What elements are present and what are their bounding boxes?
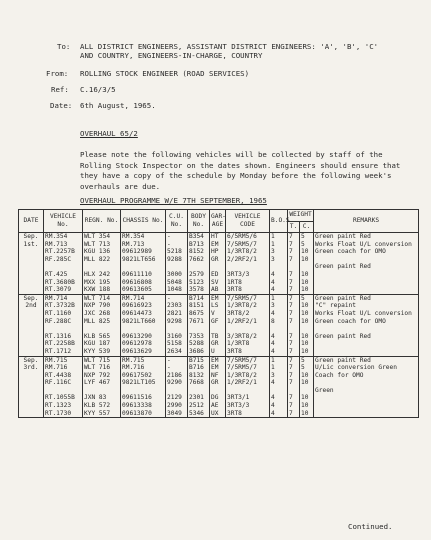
t-value: 7 [289,302,293,310]
date-label: Date: [50,101,73,110]
regn-value: MXX 195 [84,278,111,286]
garage-value: UX [211,409,219,417]
chassis-value: RM.354 [122,233,145,240]
cu-value: 3049 [167,409,182,417]
b-value: 3 [271,371,275,379]
chassis-value: 09612978 [122,340,152,348]
table-body [19,233,419,418]
remarks-value: Green paint Red [315,294,371,302]
c-value: 10 [301,270,309,278]
c-value: 10 [301,302,309,310]
regn-value: WLT 354 [84,233,111,240]
chassis-value: 09611516 [122,394,152,402]
cell-vehicle [44,233,83,295]
cu-value: 5158 [167,340,182,348]
garage-value: EM [211,240,219,248]
cell-cu [166,233,188,295]
cu-value: - [167,233,171,240]
t-value: 7 [289,356,293,364]
body-value: 3578 [189,286,204,294]
cell-garage [210,294,226,356]
b-value: 4 [271,394,275,402]
vehicle-value: RT.2258B [45,340,75,348]
col-date: DATE [19,210,44,233]
col-regn: REGN. No. [83,210,121,233]
code-value: 3RT3/1 [227,394,250,402]
date-value: 6th August, 1965. [80,101,156,110]
regn-value: KGU 136 [84,248,111,256]
cell-code [226,294,270,356]
chassis-value: 9821LT656 [122,255,156,263]
garage-value: HT [211,233,219,240]
code-value: 1/3RT8/2 [227,371,257,379]
regn-value: WLT 713 [84,240,111,248]
cell-c [300,356,314,418]
c-value: 10 [301,317,309,325]
code-value: 3/3RT8/2 [227,332,257,340]
chassis-value: 09613605 [122,286,152,294]
vehicle-value: RM.354 [45,233,68,240]
c-value: 10 [301,409,309,417]
b-value: 4 [271,379,275,387]
garage-value: AE [211,402,219,410]
chassis-value: RM.714 [122,294,145,302]
b-value: 8 [271,317,275,325]
garage-value: NF [211,371,219,379]
vehicle-value: RF.116C [45,379,72,387]
vehicle-value: RM.714 [45,294,68,302]
col-bos: B.O.S [270,210,288,233]
body-value: B714 [189,294,204,302]
garage-value: ED [211,270,219,278]
chassis-value: 09611110 [122,270,152,278]
body-value: B354 [189,233,204,240]
vehicle-value: RM.716 [45,364,68,372]
code-value: 2/2RF2/1 [227,255,257,263]
c-value: 10 [301,248,309,256]
garage-value: EM [211,364,219,372]
col-body: BODY No. [188,210,210,233]
code-value: 1/2RF2/1 [227,317,257,325]
body-value: 7662 [189,255,204,263]
vehicle-value: RT.2257B [45,248,75,256]
cell-garage [210,356,226,418]
from-label: From: [46,69,69,78]
body-value: 5123 [189,278,204,286]
c-value: 10 [301,394,309,402]
vehicle-value: RT.1316 [45,332,72,340]
code-value: 7/5RM5/7 [227,294,257,302]
b-value: 1 [271,233,275,240]
c-value: 5 [301,233,305,240]
code-value: 3RT8 [227,286,242,294]
code-value: 1/3RT8 [227,340,250,348]
garage-value: GR [211,255,219,263]
b-value: 4 [271,409,275,417]
vehicle-value: RF.288C [45,317,72,325]
cu-value: - [167,364,171,372]
vehicle-value: RT.3680B [45,278,75,286]
cu-value: 2634 [167,347,182,355]
body-value: 8675 [189,309,204,317]
chassis-value: RM.716 [122,364,145,372]
cell-chassis [121,294,166,356]
body-value: 2301 [189,394,204,402]
body-value: 7671 [189,317,204,325]
regn-value: KYY 557 [84,409,111,417]
t-value: 7 [289,294,293,302]
remarks-value: Green paint Red [315,263,371,271]
cu-value: 9298 [167,317,182,325]
col-weight: WEIGHT [288,210,314,222]
cu-value: - [167,356,171,364]
chassis-value: 09613629 [122,347,152,355]
remarks-value: Works Float U/L conversion Green coach for OMO [315,309,412,325]
garage-value: DG [211,394,219,402]
cell-regn [83,294,121,356]
col-weight-t: T. [288,221,300,233]
cu-value: 5218 [167,248,182,256]
t-value: 7 [289,278,293,286]
cell-body [188,294,210,356]
regn-value: JXC 268 [84,309,111,317]
continued-note: Continued. [348,522,393,531]
c-value: 10 [301,255,309,263]
chassis-value: 09613338 [122,402,152,410]
table-row [19,356,419,418]
c-value: 10 [301,340,309,348]
t-value: 7 [289,240,293,248]
body-value: B713 [189,240,204,248]
garage-value: GF [211,317,219,325]
cell-cu [166,294,188,356]
cell-t [288,233,300,295]
body-value: 8132 [189,371,204,379]
col-remarks: REMARKS [314,210,419,233]
vehicle-value: RT.3732B [45,302,75,310]
remarks-value: Works Float U/L conversion Green coach for OMO [315,240,412,256]
vehicle-value: RT.1055B [45,394,75,402]
t-value: 7 [289,332,293,340]
t-value: 7 [289,270,293,278]
chassis-value: 09613870 [122,409,152,417]
table-row [19,233,419,295]
garage-value: LS [211,302,219,310]
cu-value: 2129 [167,394,182,402]
code-value: 3RT3/3 [227,402,250,410]
body-value: 5288 [189,340,204,348]
cell-chassis [121,356,166,418]
t-value: 7 [289,409,293,417]
code-value: 3RT8 [227,347,242,355]
c-value: 10 [301,371,309,379]
t-value: 7 [289,309,293,317]
c-value: 10 [301,347,309,355]
cell-regn [83,233,121,295]
remarks-value: Green paint Red [315,356,371,364]
regn-value: WLT 715 [84,356,111,364]
cell-b [270,356,288,418]
t-value: 7 [289,347,293,355]
chassis-value: 9821LT660 [122,317,156,325]
chassis-value: 09616808 [122,278,152,286]
b-value: 1 [271,294,275,302]
to-label: To: [57,42,71,51]
b-value: 4 [271,270,275,278]
code-value: 1/3RT8/2 [227,248,257,256]
cu-value: 2303 [167,302,182,310]
overhaul-schedule-table [18,209,419,418]
b-value: 3 [271,255,275,263]
cu-value: 5048 [167,278,182,286]
remarks-value: "C" repaint [315,302,356,310]
b-value: 4 [271,286,275,294]
t-value: 7 [289,340,293,348]
programme-title: OVERHAUL PROGRAMME W/E 7TH SEPTEMBER, 1965 [80,196,267,205]
remarks-value: Green [315,386,334,394]
b-value: 3 [271,248,275,256]
cell-code [226,356,270,418]
garage-value: EM [211,294,219,302]
cell-body [188,233,210,295]
garage-value: V [211,309,215,317]
ref-value: C.16/3/5 [80,85,116,94]
cell-remarks [314,233,419,295]
regn-value: HLX 242 [84,270,111,278]
cell-c [300,294,314,356]
regn-value: LYF 467 [84,379,111,387]
to-line-1: ALL DISTRICT ENGINEERS, ASSISTANT DISTRICT ENGINEERS: 'A', 'B', 'C' [80,42,379,51]
garage-value: SV [211,278,219,286]
c-value: 5 [301,364,305,372]
garage-value: TB [211,332,219,340]
col-weight-c: C. [300,221,314,233]
to-line-2: AND COUNTRY, ENGINEERS-IN-CHARGE, COUNTRY [80,51,263,60]
code-value: 1RT8 [227,278,242,286]
vehicle-value: RT.1160 [45,309,72,317]
garage-value: U [211,347,215,355]
garage-value: GR [211,379,219,387]
body-value: 7353 [189,332,204,340]
cell-code [226,233,270,295]
c-value: 10 [301,379,309,387]
chassis-value: 09617502 [122,371,152,379]
regn-value: WLT 716 [84,364,111,372]
body-value: 3686 [189,347,204,355]
cell-remarks [314,356,419,418]
code-value: 7/5RM5/7 [227,364,257,372]
t-value: 7 [289,379,293,387]
body-value: 2579 [189,270,204,278]
cell-garage [210,233,226,295]
regn-value: MLL 825 [84,317,111,325]
cu-value: 2990 [167,402,182,410]
b-value: 4 [271,309,275,317]
body-paragraph: Please note the following vehicles will be collected by staff of the Rolling Stock Inspector on the dates shown. Engineers should ensure that they have a copy of the schedule by Monday before the following week's overhauls are due. [80,150,401,191]
ref-label: Ref: [51,85,69,94]
c-value: 10 [301,286,309,294]
col-code: VEHICLE CODE [226,210,270,233]
c-value: 5 [301,240,305,248]
from-value: ROLLING STOCK ENGINEER (ROAD SERVICES) [80,69,250,78]
c-value: 5 [301,356,305,364]
cu-value: - [167,294,171,302]
code-value: 3RT8 [227,409,242,417]
cell-vehicle [44,294,83,356]
remarks-value: U/Lic conversion Green Coach for OMO [315,364,397,379]
vehicle-value: RM.715 [45,356,68,364]
vehicle-value: RT.1730 [45,409,72,417]
regn-value: KLB 565 [84,332,111,340]
b-value: 1 [271,356,275,364]
t-value: 7 [289,233,293,240]
regn-value: NXP 790 [84,302,111,310]
row-date: Sep. 1st. [19,233,44,295]
vehicle-value: RF.285C [45,255,72,263]
remarks-value: Green paint Red [315,332,371,340]
regn-value: MLL 822 [84,255,111,263]
cell-t [288,356,300,418]
b-value: 4 [271,347,275,355]
table-header-row [19,210,419,222]
t-value: 7 [289,402,293,410]
code-value: 3RT8/2 [227,309,250,317]
regn-value: WLT 714 [84,294,111,302]
code-value: 3RT3/3 [227,270,250,278]
row-date: Sep. 3rd. [19,356,44,418]
t-value: 7 [289,394,293,402]
c-value: 10 [301,278,309,286]
col-chassis: CHASSIS No. [121,210,166,233]
vehicle-value: RT.1712 [45,347,72,355]
b-value: 4 [271,278,275,286]
cell-regn [83,356,121,418]
body-value: 7668 [189,379,204,387]
cu-value: 2186 [167,371,182,379]
col-garage: GAR-AGE [210,210,226,233]
cell-chassis [121,233,166,295]
garage-value: AB [211,286,219,294]
cell-body [188,356,210,418]
code-value: 6/5RM5/6 [227,233,257,240]
t-value: 7 [289,364,293,372]
garage-value: HP [211,248,219,256]
t-value: 7 [289,371,293,379]
b-value: 4 [271,332,275,340]
table-row [19,294,419,356]
chassis-value: 09616923 [122,302,152,310]
t-value: 7 [289,286,293,294]
body-value: 8152 [189,248,204,256]
cell-c [300,233,314,295]
body-value: 5346 [189,409,204,417]
body-value: B715 [189,356,204,364]
cu-value: 3000 [167,270,182,278]
vehicle-value: RT.425 [45,270,68,278]
cu-value: - [167,240,171,248]
body-value: 8151 [189,302,204,310]
c-value: 5 [301,294,305,302]
cell-vehicle [44,356,83,418]
cu-value: 3160 [167,332,182,340]
cu-value: 2821 [167,309,182,317]
t-value: 7 [289,255,293,263]
b-value: 1 [271,364,275,372]
chassis-value: 09612989 [122,248,152,256]
b-value: 1 [271,240,275,248]
c-value: 10 [301,332,309,340]
remarks-value: Green paint Red [315,233,371,240]
regn-value: JXN 83 [84,394,107,402]
subject: OVERHAUL 65/2 [80,129,138,138]
chassis-value: RM.713 [122,240,145,248]
chassis-value: 09613290 [122,332,152,340]
vehicle-value: RM.713 [45,240,68,248]
cu-value: 9288 [167,255,182,263]
b-value: 4 [271,402,275,410]
c-value: 10 [301,309,309,317]
t-value: 7 [289,317,293,325]
cell-remarks [314,294,419,356]
regn-value: NXP 792 [84,371,111,379]
code-value: 7/5RM5/7 [227,240,257,248]
c-value: 10 [301,402,309,410]
regn-value: KGU 187 [84,340,111,348]
vehicle-value: RT.4438 [45,371,72,379]
code-value: 7/5RM5/7 [227,356,257,364]
col-cu: C.U. No. [166,210,188,233]
col-vehicle: VEHICLE No. [44,210,83,233]
garage-value: GR [211,340,219,348]
cell-b [270,233,288,295]
b-value: 3 [271,302,275,310]
cu-value: 1048 [167,286,182,294]
regn-value: KYY 539 [84,347,111,355]
regn-value: KXW 188 [84,286,111,294]
vehicle-value: RT.3079 [45,286,72,294]
cu-value: 9290 [167,379,182,387]
garage-value: EM [211,356,219,364]
b-value: 4 [271,340,275,348]
body-value: B716 [189,364,204,372]
chassis-value: 09614473 [122,309,152,317]
code-value: 1/2RF2/1 [227,379,257,387]
code-value: 1/3RT8/2 [227,302,257,310]
regn-value: KLB 572 [84,402,111,410]
vehicle-value: RT.1323 [45,402,72,410]
cell-cu [166,356,188,418]
row-date: Sep. 2nd [19,294,44,356]
chassis-value: RM.715 [122,356,145,364]
cell-t [288,294,300,356]
t-value: 7 [289,248,293,256]
body-value: 2512 [189,402,204,410]
cell-b [270,294,288,356]
chassis-value: 9821LT105 [122,379,156,387]
